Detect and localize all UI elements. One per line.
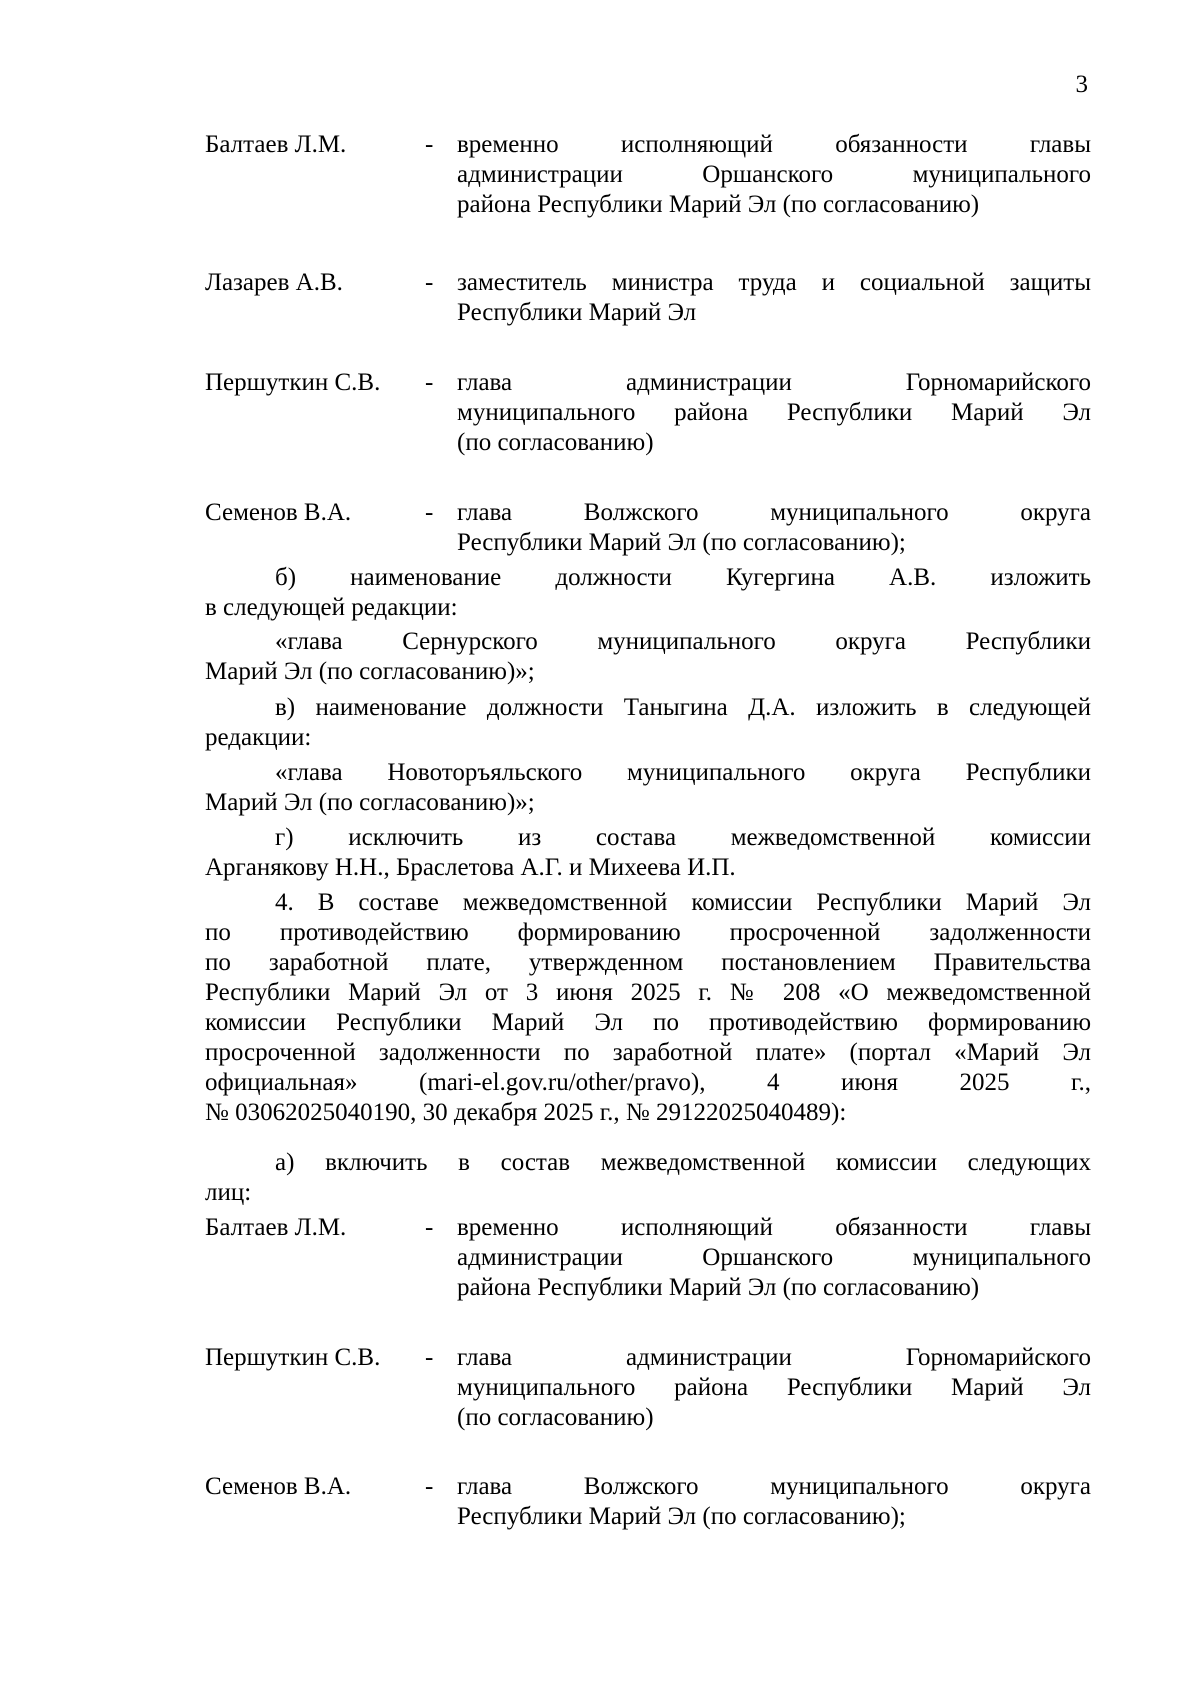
paragraph-a: [205, 1148, 1091, 1208]
member-post: [457, 268, 1091, 328]
post-line: глава Волжского муниципального округа: [457, 1473, 1091, 1500]
member-dash: -: [425, 1344, 434, 1371]
post-line: администрации Оршанского муниципального: [457, 1244, 1091, 1271]
paragraph-line: Марий Эл (по согласованию)»;: [205, 789, 535, 816]
member-entry: [205, 498, 1091, 558]
post-line: муниципального района Республики Марий Эл: [457, 1374, 1091, 1401]
page-number: 3: [1075, 71, 1088, 98]
post-line: района Республики Марий Эл (по согласованию): [457, 191, 980, 218]
paragraph-line: редакции:: [205, 724, 312, 751]
post-line: Республики Марий Эл (по согласованию);: [457, 1503, 906, 1530]
post-line: муниципального района Республики Марий Эл: [457, 399, 1091, 426]
post-line: (по согласованию): [457, 429, 654, 456]
member-post: [457, 368, 1091, 458]
member-name: Балтаев Л.М.: [205, 1214, 347, 1241]
post-line: Республики Марий Эл: [457, 299, 697, 326]
paragraph-line: Республики Марий Эл от 3 июня 2025 г. № 208 «О межведомственной: [205, 979, 1091, 1006]
member-dash: -: [425, 1214, 434, 1241]
member-post: [457, 1343, 1091, 1433]
member-name: Семенов В.А.: [205, 1473, 352, 1500]
member-post: [457, 498, 1091, 558]
paragraph-g: [205, 823, 1091, 883]
member-entry: [205, 1213, 1091, 1303]
paragraph-line: официальная» (mari-el.gov.ru/other/pravo), 4 июня 2025 г.,: [205, 1069, 1091, 1096]
member-entry: [205, 268, 1091, 328]
member-name: Першуткин С.В.: [205, 1344, 381, 1371]
post-line: (по согласованию): [457, 1404, 654, 1431]
member-dash: -: [425, 1473, 434, 1500]
member-post: [457, 1213, 1091, 1303]
post-line: временно исполняющий обязанности главы: [457, 1214, 1091, 1241]
paragraph-line: а) включить в состав межведомственной комиссии следующих: [275, 1149, 1091, 1176]
member-name: Лазарев А.В.: [205, 269, 343, 296]
member-post: [457, 1472, 1091, 1532]
paragraph-4: [205, 888, 1091, 1128]
paragraph-line: комиссии Республики Марий Эл по противодействию формированию: [205, 1009, 1091, 1036]
member-dash: -: [425, 499, 434, 526]
member-name: Першуткин С.В.: [205, 369, 381, 396]
member-name: Балтаев Л.М.: [205, 131, 347, 158]
member-dash: -: [425, 269, 434, 296]
paragraph-line: по противодействию формированию просроченной задолженности: [205, 919, 1091, 946]
paragraph-line: в следующей редакции:: [205, 594, 458, 621]
post-line: глава Волжского муниципального округа: [457, 499, 1091, 526]
post-line: Республики Марий Эл (по согласованию);: [457, 529, 906, 556]
paragraph-line: Арганякову Н.Н., Браслетова А.Г. и Михеева И.П.: [205, 854, 736, 881]
paragraph-line: г) исключить из состава межведомственной комиссии: [275, 824, 1091, 851]
member-entry: [205, 1472, 1091, 1532]
member-entry: [205, 130, 1091, 220]
member-entry: [205, 368, 1091, 458]
paragraph-line: лиц:: [205, 1179, 252, 1206]
member-dash: -: [425, 369, 434, 396]
paragraph-line: в) наименование должности Таныгина Д.А. изложить в следующей: [275, 694, 1091, 721]
paragraph-line: б) наименование должности Кугергина А.В. изложить: [275, 564, 1091, 591]
post-line: глава администрации Горномарийского: [457, 369, 1091, 396]
paragraph-line: Марий Эл (по согласованию)»;: [205, 658, 535, 685]
post-line: глава администрации Горномарийского: [457, 1344, 1091, 1371]
member-entry: [205, 1343, 1091, 1433]
paragraph-line: просроченной задолженности по заработной плате» (портал «Марий Эл: [205, 1039, 1091, 1066]
paragraph-line: по заработной плате, утвержденном постановлением Правительства: [205, 949, 1091, 976]
paragraph-line: «глава Сернурского муниципального округа Республики: [275, 628, 1091, 655]
paragraph-line: № 03062025040190, 30 декабря 2025 г., № 29122025040489):: [205, 1099, 847, 1126]
paragraph-b-quote: [205, 627, 1091, 687]
post-line: администрации Оршанского муниципального: [457, 161, 1091, 188]
paragraph-v: [205, 693, 1091, 753]
paragraph-v-quote: [205, 758, 1091, 818]
paragraph-line: «глава Новоторъяльского муниципального округа Республики: [275, 759, 1091, 786]
paragraph-b: [205, 563, 1091, 623]
post-line: временно исполняющий обязанности главы: [457, 131, 1091, 158]
member-post: [457, 130, 1091, 220]
post-line: района Республики Марий Эл (по согласованию): [457, 1274, 980, 1301]
post-line: заместитель министра труда и социальной защиты: [457, 269, 1091, 296]
member-dash: -: [425, 131, 434, 158]
member-name: Семенов В.А.: [205, 499, 352, 526]
paragraph-line: 4. В составе межведомственной комиссии Республики Марий Эл: [275, 889, 1091, 916]
